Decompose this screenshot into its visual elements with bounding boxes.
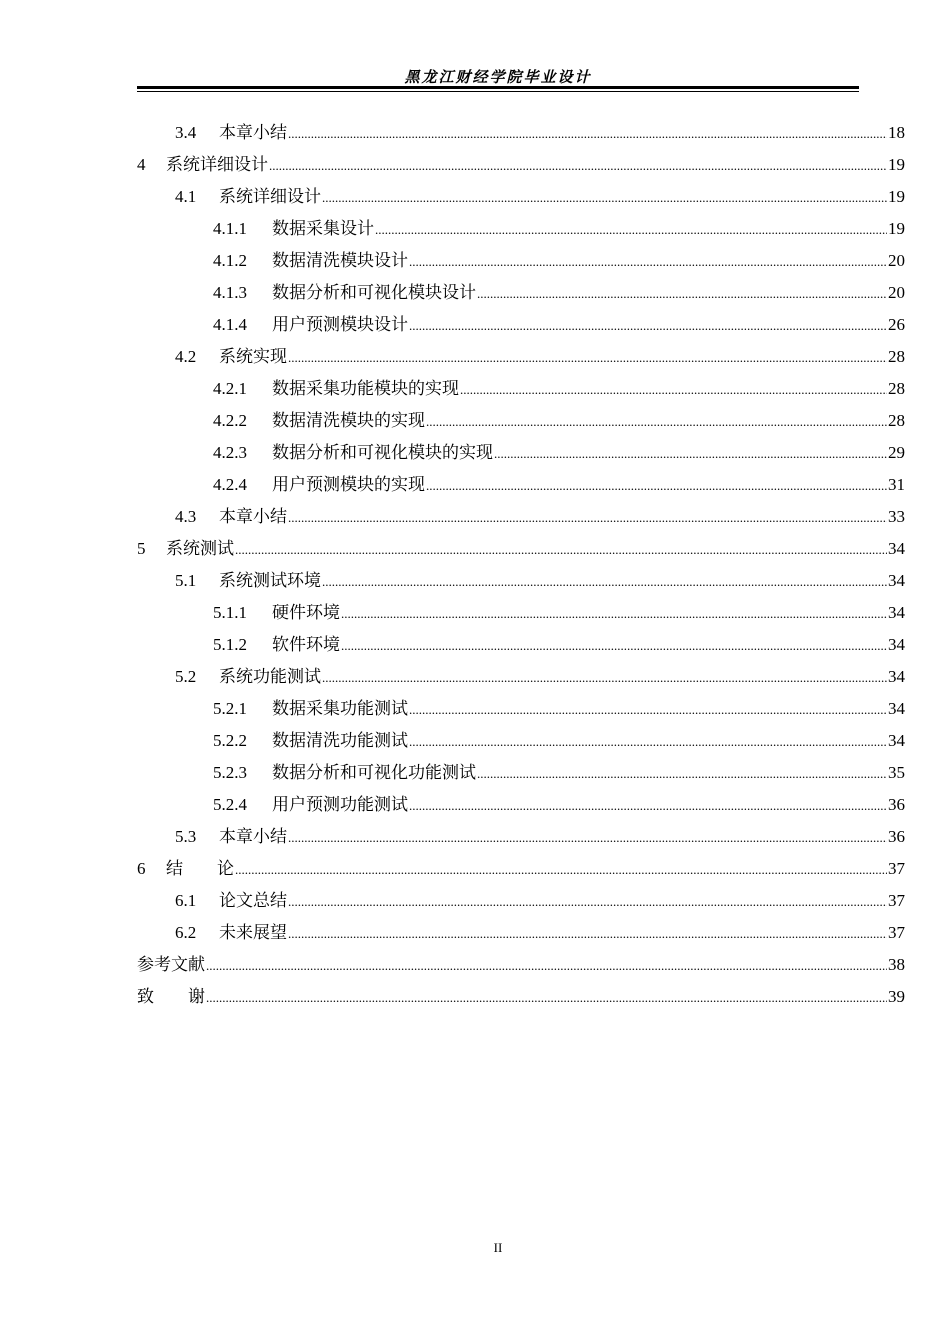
toc-entry-number: 4.1.4 <box>213 315 247 334</box>
toc-entry[interactable] <box>137 405 905 437</box>
toc-entry-page: 34 <box>888 667 905 686</box>
toc-entry-page: 26 <box>888 315 905 334</box>
toc-dot-leader <box>206 982 887 1014</box>
toc-entry[interactable] <box>137 693 905 725</box>
toc-dot-leader <box>288 118 887 150</box>
toc-entry-label: 论文总结 <box>219 891 287 910</box>
toc-entry-label: 结 论 <box>166 859 234 878</box>
toc-entry-label: 系统功能测试 <box>219 667 321 686</box>
toc-dot-leader <box>235 854 887 886</box>
toc-entry[interactable] <box>137 341 905 373</box>
toc-dot-leader <box>409 310 887 342</box>
toc-entry-label: 本章小结 <box>219 123 287 142</box>
toc-entry-page: 38 <box>888 955 905 974</box>
toc-dot-leader <box>426 406 887 438</box>
toc-entry-page: 31 <box>888 475 905 494</box>
toc-entry-number: 4.2 <box>175 347 197 366</box>
toc-entry[interactable] <box>137 181 905 213</box>
toc-entry-number: 4.3 <box>175 507 197 526</box>
toc-entry-label: 本章小结 <box>219 827 287 846</box>
toc-entry-page: 34 <box>888 635 905 654</box>
toc-entry[interactable] <box>137 245 905 277</box>
toc-entry[interactable] <box>137 725 905 757</box>
toc-dot-leader <box>409 726 887 758</box>
toc-entry-page: 35 <box>888 763 905 782</box>
toc-entry-number: 6.1 <box>175 891 197 910</box>
toc-dot-leader <box>341 598 887 630</box>
toc-entry-label: 致 谢 <box>137 987 205 1006</box>
toc-entry-label: 数据分析和可视化模块的实现 <box>272 443 493 462</box>
toc-entry-page: 19 <box>888 155 905 174</box>
toc-entry-label: 参考文献 <box>137 955 205 974</box>
toc-entry[interactable] <box>137 821 905 853</box>
toc-entry-number: 5.3 <box>175 827 197 846</box>
toc-entry-page: 19 <box>888 187 905 206</box>
toc-entry-label: 软件环境 <box>272 635 340 654</box>
toc-entry-label: 系统实现 <box>219 347 287 366</box>
toc-entry-label: 用户预测模块设计 <box>272 315 408 334</box>
toc-entry-page: 34 <box>888 731 905 750</box>
toc-entry-page: 37 <box>888 923 905 942</box>
toc-entry-page: 20 <box>888 283 905 302</box>
toc-dot-leader <box>322 566 887 598</box>
toc-entry-number: 3.4 <box>175 123 197 142</box>
toc-entry[interactable] <box>137 853 905 885</box>
toc-entry-label: 用户预测功能测试 <box>272 795 408 814</box>
toc-entry-page: 34 <box>888 603 905 622</box>
toc-entry-page: 37 <box>888 891 905 910</box>
toc-entry-label: 本章小结 <box>219 507 287 526</box>
table-of-contents <box>137 117 905 1013</box>
toc-dot-leader <box>409 246 887 278</box>
toc-dot-leader <box>235 534 887 566</box>
toc-entry-page: 29 <box>888 443 905 462</box>
toc-entry[interactable] <box>137 149 905 181</box>
toc-entry-page: 28 <box>888 379 905 398</box>
toc-entry[interactable] <box>137 437 905 469</box>
header-rule-thin <box>137 91 859 92</box>
toc-entry-number: 4.2.4 <box>213 475 247 494</box>
toc-dot-leader <box>322 182 887 214</box>
toc-dot-leader <box>288 886 887 918</box>
toc-entry-label: 系统详细设计 <box>219 187 321 206</box>
toc-entry-page: 28 <box>888 347 905 366</box>
toc-dot-leader <box>426 470 887 502</box>
toc-entry[interactable] <box>137 629 905 661</box>
toc-entry-number: 4.1.1 <box>213 219 247 238</box>
toc-entry-label: 系统测试环境 <box>219 571 321 590</box>
toc-dot-leader <box>288 918 887 950</box>
toc-entry[interactable] <box>137 501 905 533</box>
toc-entry-number: 5 <box>137 539 146 558</box>
toc-entry-page: 34 <box>888 539 905 558</box>
toc-entry-label: 数据清洗模块的实现 <box>272 411 425 430</box>
toc-entry-number: 5.2.1 <box>213 699 247 718</box>
toc-dot-leader <box>494 438 887 470</box>
toc-entry-page: 36 <box>888 795 905 814</box>
toc-entry-label: 数据清洗模块设计 <box>272 251 408 270</box>
toc-entry-number: 4.2.2 <box>213 411 247 430</box>
toc-entry[interactable] <box>137 213 905 245</box>
toc-entry-page: 33 <box>888 507 905 526</box>
toc-entry[interactable] <box>137 373 905 405</box>
toc-dot-leader <box>288 822 887 854</box>
toc-entry-number: 6 <box>137 859 146 878</box>
toc-entry-number: 4.1.3 <box>213 283 247 302</box>
toc-entry[interactable] <box>137 565 905 597</box>
toc-entry-label: 数据采集功能模块的实现 <box>272 379 459 398</box>
toc-entry[interactable] <box>137 597 905 629</box>
toc-entry[interactable] <box>137 757 905 789</box>
toc-entry-label: 未来展望 <box>219 923 287 942</box>
toc-entry-number: 6.2 <box>175 923 197 942</box>
toc-dot-leader <box>409 694 887 726</box>
toc-entry-number: 4.2.3 <box>213 443 247 462</box>
toc-entry[interactable] <box>137 533 905 565</box>
toc-dot-leader <box>288 342 887 374</box>
toc-dot-leader <box>206 950 887 982</box>
toc-entry[interactable] <box>137 885 905 917</box>
toc-entry-page: 37 <box>888 859 905 878</box>
toc-dot-leader <box>477 758 887 790</box>
toc-dot-leader <box>375 214 887 246</box>
toc-entry[interactable] <box>137 789 905 821</box>
toc-dot-leader <box>477 278 887 310</box>
toc-entry-label: 系统详细设计 <box>166 155 268 174</box>
toc-entry[interactable] <box>137 277 905 309</box>
toc-entry-label: 数据清洗功能测试 <box>272 731 408 750</box>
toc-entry-page: 28 <box>888 411 905 430</box>
toc-entry[interactable] <box>137 981 905 1013</box>
toc-entry-page: 36 <box>888 827 905 846</box>
toc-dot-leader <box>460 374 887 406</box>
toc-entry-label: 数据采集功能测试 <box>272 699 408 718</box>
toc-entry-label: 硬件环境 <box>272 603 340 622</box>
toc-entry-number: 4.1 <box>175 187 197 206</box>
toc-entry-label: 系统测试 <box>166 539 234 558</box>
toc-entry-label: 用户预测模块的实现 <box>272 475 425 494</box>
toc-entry[interactable] <box>137 949 905 981</box>
toc-entry-page: 39 <box>888 987 905 1006</box>
toc-entry-number: 4.2.1 <box>213 379 247 398</box>
toc-entry-number: 5.2.3 <box>213 763 247 782</box>
toc-entry-page: 18 <box>888 123 905 142</box>
toc-entry-number: 4.1.2 <box>213 251 247 270</box>
toc-entry-page: 20 <box>888 251 905 270</box>
toc-entry[interactable] <box>137 469 905 501</box>
toc-entry[interactable] <box>137 917 905 949</box>
toc-entry-page: 19 <box>888 219 905 238</box>
page-header-title: 黑龙江财经学院毕业设计 <box>404 68 592 86</box>
toc-entry-number: 4 <box>137 155 146 174</box>
page-number: II <box>493 1240 503 1255</box>
toc-entry-label: 数据分析和可视化模块设计 <box>272 283 476 302</box>
toc-entry-page: 34 <box>888 699 905 718</box>
toc-entry-number: 5.1.1 <box>213 603 247 622</box>
toc-dot-leader <box>288 502 887 534</box>
toc-entry-label: 数据采集设计 <box>272 219 374 238</box>
toc-entry[interactable] <box>137 117 905 149</box>
toc-entry-number: 5.2 <box>175 667 197 686</box>
header-rule-thick <box>137 86 859 89</box>
toc-entry-number: 5.2.4 <box>213 795 247 814</box>
toc-entry-number: 5.1 <box>175 571 197 590</box>
toc-dot-leader <box>409 790 887 822</box>
toc-dot-leader <box>269 150 887 182</box>
toc-dot-leader <box>341 630 887 662</box>
toc-entry-number: 5.1.2 <box>213 635 247 654</box>
toc-entry-page: 34 <box>888 571 905 590</box>
toc-entry-label: 数据分析和可视化功能测试 <box>272 763 476 782</box>
toc-entry[interactable] <box>137 309 905 341</box>
toc-dot-leader <box>322 662 887 694</box>
toc-entry[interactable] <box>137 661 905 693</box>
toc-entry-number: 5.2.2 <box>213 731 247 750</box>
